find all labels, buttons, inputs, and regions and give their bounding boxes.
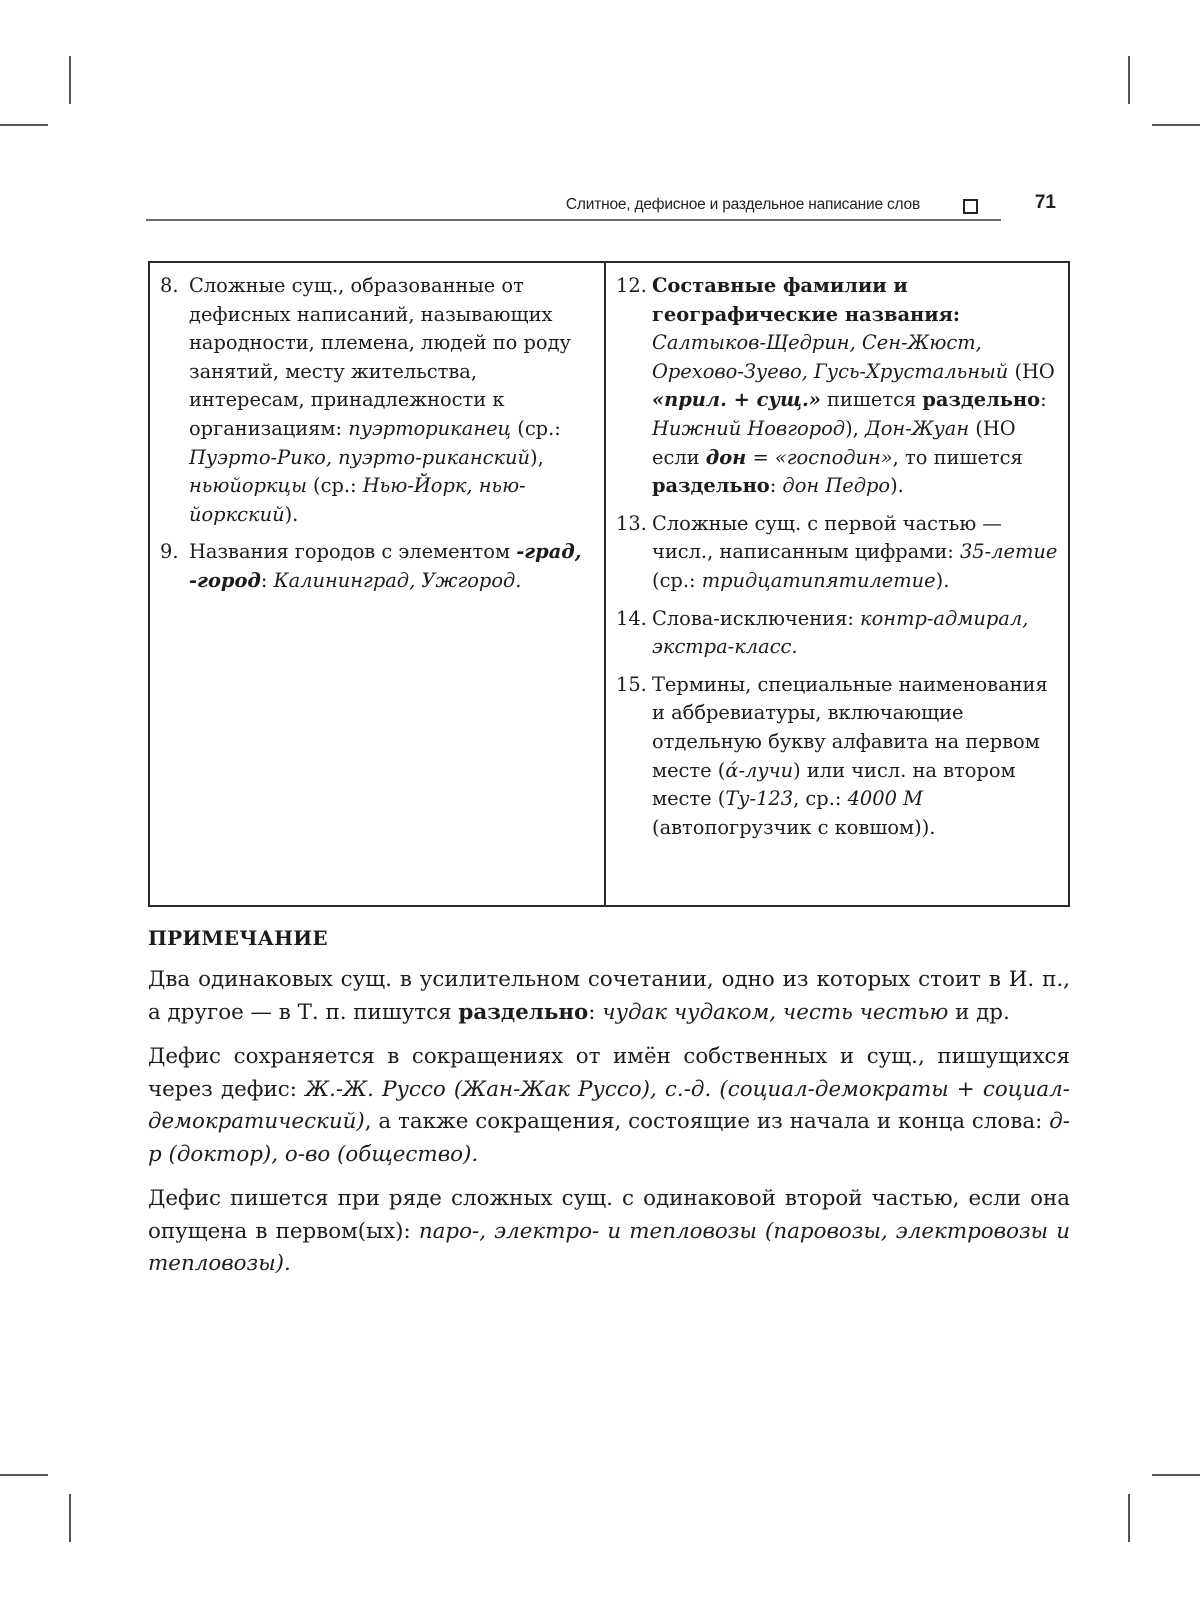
square-bullet-icon: [963, 199, 978, 214]
rules-column-left: [150, 263, 606, 905]
crop-mark-bottom-right-vertical: [1128, 1494, 1130, 1542]
crop-mark-bottom-left-horizontal: [0, 1474, 48, 1476]
rule-item-15: [616, 671, 1060, 843]
running-header-title: Слитное, дефисное и раздельное написание слов: [565, 196, 920, 213]
rule-item-13: [616, 510, 1060, 596]
rule-text: Термины, специальные наименования и аббревиатуры, включающие отдельную букву алфавита на первом месте (ά-лучи) или числ. на втором месте (Ту-123, ср.: 4000 М (автопогрузчик с ковшом)).: [652, 672, 1048, 839]
running-header: [146, 190, 1070, 224]
header-rule: [146, 219, 1001, 221]
rule-number: 13.: [616, 511, 647, 535]
rule-text: Сложные сущ., образованные от дефисных написаний, называющих народности, племена, людей по роду занятий, месту жительства, интересам, принадлежности к организациям: пуэрториканец (ср.: Пуэрто-Рико, пуэрто-риканский), ньюйоркцы (ср.: Нью-Йорк, нью-йоркский).: [189, 274, 571, 526]
rule-number: 9.: [160, 540, 179, 564]
note-section: [148, 926, 1070, 1293]
rule-number: 12.: [616, 274, 647, 297]
note-paragraph-2: Дефис сохраняется в сокращениях от имён собственных и сущ., пишущихся через дефис: Ж.-Ж. Руссо (Жан-Жак Руссо), с.-д. (социал-демократы + социал-демократический), а также сокращения, состоящие из начала и конца слова: д-р (доктор), о-во (общество).: [148, 1044, 1070, 1167]
rules-table: [148, 261, 1070, 907]
rule-item-9: [160, 538, 594, 595]
rule-number: 8.: [160, 274, 179, 297]
note-paragraph-3: Дефис пишется при ряде сложных сущ. с одинаковой второй частью, если она опущена в первом(ых): паро-, электро- и тепловозы (паровозы, электровозы и тепловозы).: [148, 1186, 1070, 1276]
crop-mark-top-right-vertical: [1128, 56, 1130, 104]
page-number: 71: [1034, 192, 1056, 213]
crop-mark-top-left-vertical: [69, 56, 71, 104]
rule-text: Слова-исключения: контр-адмирал, экстра-класс.: [652, 606, 1029, 659]
crop-mark-top-left-horizontal: [0, 124, 48, 126]
rule-number: 14.: [616, 606, 647, 630]
crop-mark-bottom-left-vertical: [69, 1494, 71, 1542]
rules-column-right: [606, 263, 1068, 905]
rule-item-14: [616, 605, 1060, 662]
note-title: ПРИМЕЧАНИЕ: [148, 926, 328, 950]
rule-number: 15.: [616, 672, 647, 696]
crop-mark-bottom-right-horizontal: [1152, 1474, 1200, 1476]
rule-text: Сложные сущ. с первой частью — числ., написанным цифрами: 35-летие (ср.: тридцатипятилетие).: [652, 511, 1058, 592]
rule-text: Составные фамилии и географические названия: Салтыков-Щедрин, Сен-Жюст, Орехово-Зуево, Гусь-Хрустальный (НО «прил. + сущ.» пишется раздельно: Нижний Новгород), Дон-Жуан (НО если дон = «господин», то пишется раздельно: дон Педро).: [652, 274, 1055, 498]
rule-item-12: [616, 272, 1060, 501]
note-paragraph-1: Два одинаковых сущ. в усилительном сочетании, одно из которых стоит в И. п., а другое — в Т. п. пишутся раздельно: чудак чудаком, честь честью и др.: [148, 967, 1070, 1025]
crop-mark-top-right-horizontal: [1152, 124, 1200, 126]
rule-text: Названия городов с элементом -град, -город: Калининград, Ужгород.: [189, 540, 582, 592]
rule-item-8: [160, 272, 594, 529]
